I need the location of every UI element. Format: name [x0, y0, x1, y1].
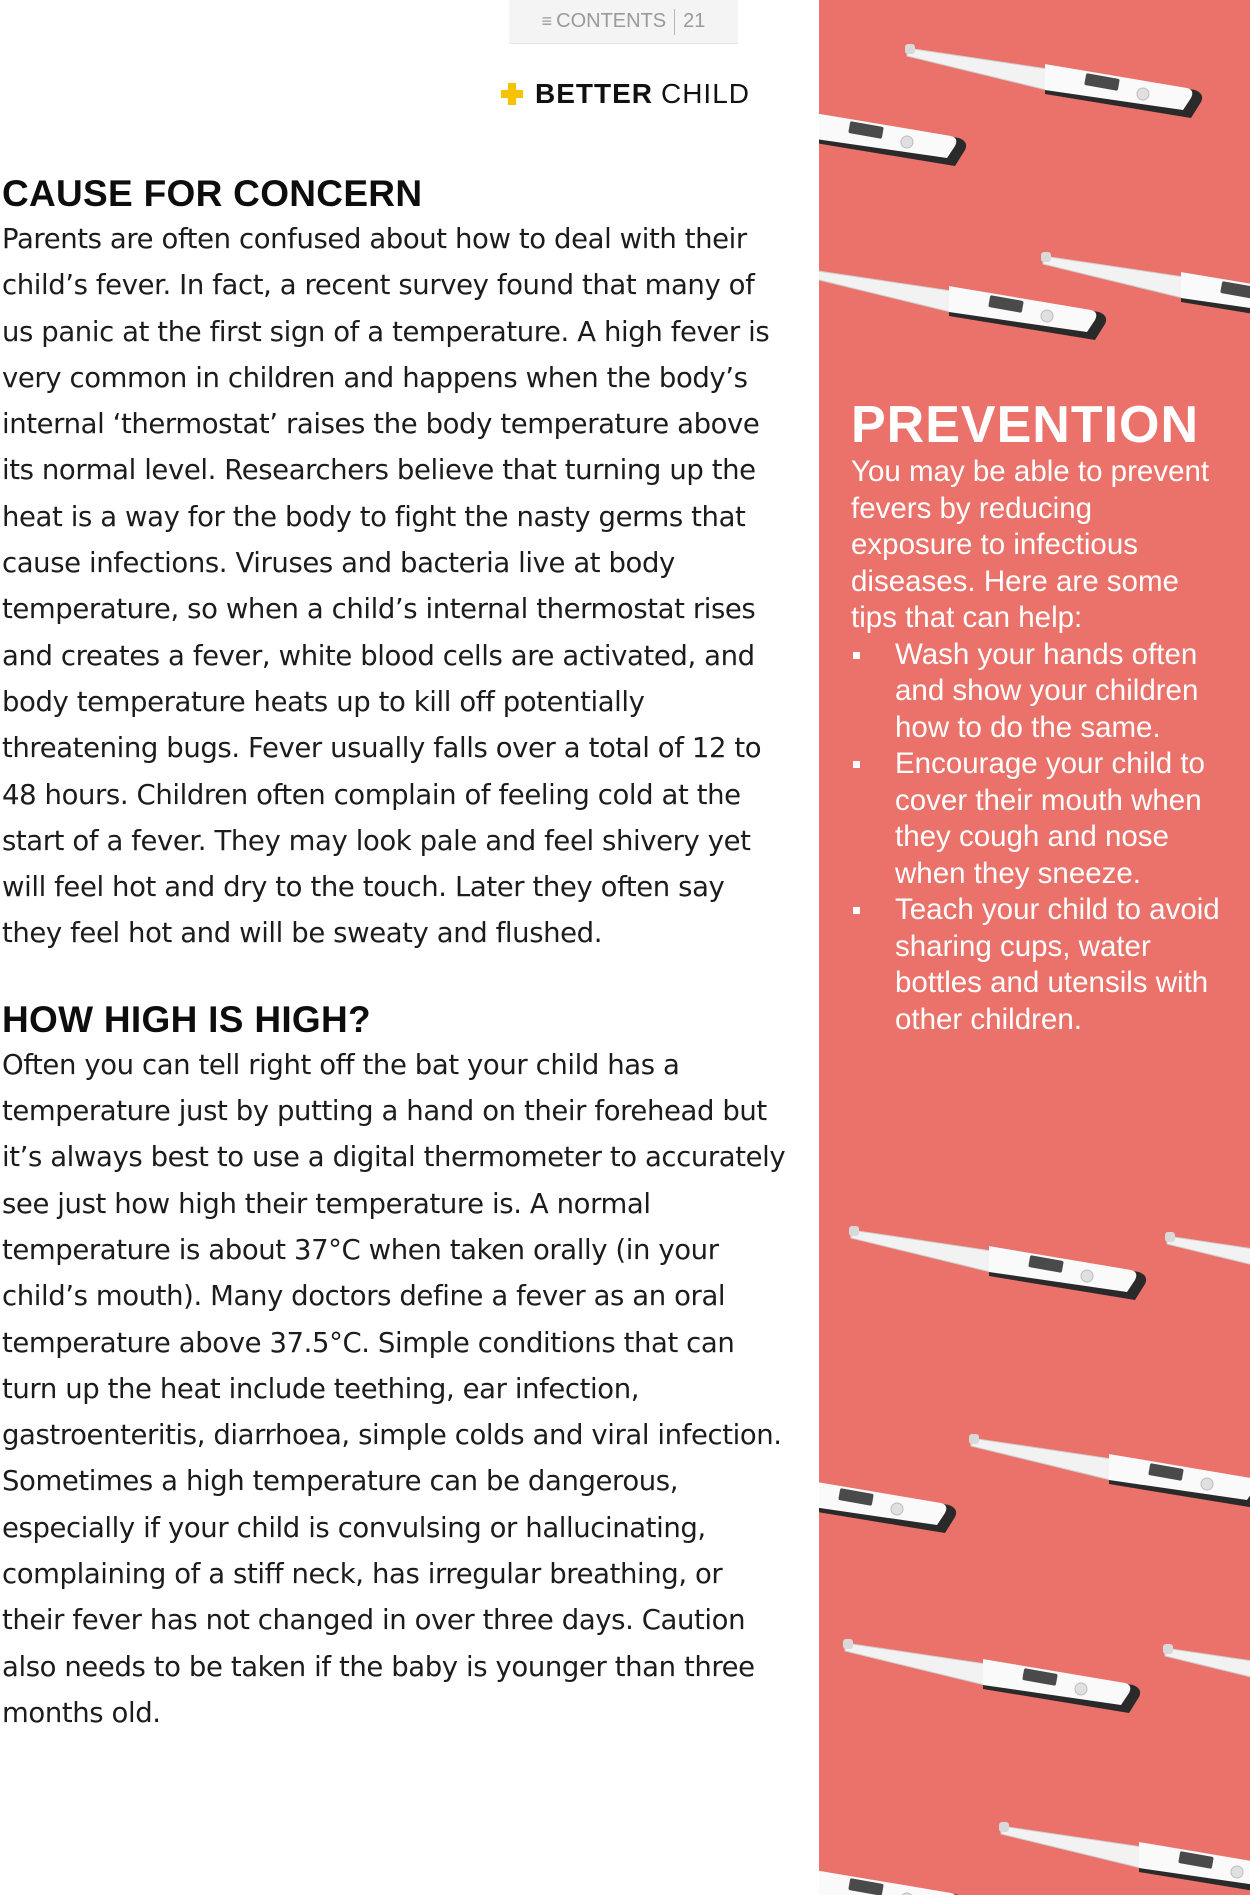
thermometer-icon — [999, 1818, 1250, 1895]
divider — [674, 9, 675, 35]
thermometer-icon — [1041, 248, 1250, 328]
menu-icon: ≡ — [541, 11, 553, 31]
tips-list — [851, 637, 1221, 1039]
prevention-intro: You may be able to prevent fevers by reducing exposure to infectious diseases. Here are some tips that can help: — [851, 455, 1210, 634]
list-item — [851, 746, 1221, 892]
bullet-icon — [853, 652, 860, 659]
thermometer-icon — [1165, 1228, 1250, 1308]
prevention-sidebar — [819, 0, 1250, 1895]
thermometer-icon — [1163, 1640, 1250, 1720]
thermometer-icon — [849, 1222, 1149, 1302]
plus-icon — [501, 83, 523, 105]
tip-text: Teach your child to avoid sharing cups, water bottles and utensils with other children. — [895, 893, 1220, 1036]
contents-button[interactable] — [509, 0, 738, 44]
thermometer-icon — [843, 1635, 1143, 1715]
brand-bold: BETTER — [534, 78, 653, 109]
brand-light: CHILD — [660, 78, 750, 109]
section-title-cause-for-concern: CAUSE FOR CONCERN — [2, 173, 423, 214]
tip-text: Encourage your child to cover their mouth when they cough and nose when they sneeze. — [895, 747, 1205, 890]
list-item — [851, 637, 1221, 747]
bullet-icon — [853, 907, 860, 914]
thermometer-icon — [819, 1845, 969, 1895]
thermometer-icon — [819, 1455, 959, 1535]
section-title-how-high-is-high: HOW HIGH IS HIGH? — [2, 998, 371, 1040]
thermometer-icon — [819, 88, 969, 168]
thermometer-icon — [969, 1430, 1250, 1510]
article — [2, 172, 792, 1736]
tip-text: Wash your hands often and show your children how to do the same. — [895, 637, 1199, 744]
page-number: 21 — [683, 10, 706, 32]
section-body-how-high-is-high: Often you can tell right off the bat your child has a temperature just by putting a hand on their forehead but it’s always best to use a digital thermometer to accurately see just how high their temperature is. A normal temperature is about 37°C when taken orally (in your child’s mouth). Many doctors define a fever as an oral temperature above 37.5°C. Simple conditions that can turn up the heat include teething, ear infection, gastroenteritis, diarrhoea, simple colds and viral infection. Sometimes a high temperature can be dangerous, especially if your child is convulsing or hallucinating, complaining of a stiff neck, has irregular breathing, or their fever has not changed in over three days. Caution also needs to be taken if the baby is younger than three months old. — [2, 1048, 786, 1729]
brand-logo — [501, 78, 750, 110]
contents-label: CONTENTS — [556, 10, 667, 32]
section-body-cause-for-concern: Parents are often confused about how to deal with their child’s fever. In fact, a recent survey found that many of us panic at the first sign of a temperature. A high fever is very common in children and happens when the body’s internal ‘thermostat’ raises the body temperature above its normal level. Researchers believe that turning up the heat is a way for the body to fight the nasty germs that cause infections. Viruses and bacteria live at body temperature, so when a child’s internal thermostat rises and creates a fever, white blood cells are activated, and body temperature heats up to kill off potentially threatening bugs. Fever usually falls over a total of 12 to 48 hours. Children often complain of feeling cold at the start of a fever. They may look pale and feel shivery yet will feel hot and dry to the touch. Later they often say they feel hot and will be sweaty and flushed. — [2, 223, 770, 950]
bullet-icon — [853, 761, 860, 768]
list-item — [851, 892, 1221, 1038]
prevention-title: PREVENTION — [851, 396, 1200, 454]
prevention-box — [851, 396, 1221, 1038]
